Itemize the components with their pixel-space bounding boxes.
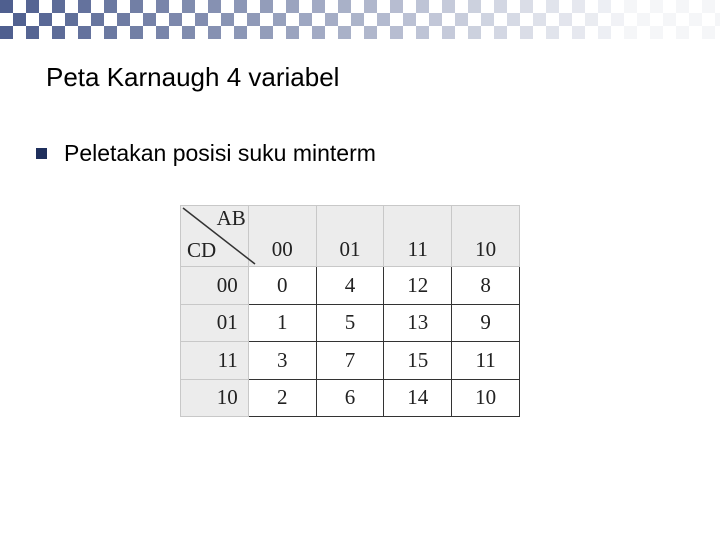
decorative-square <box>416 26 429 39</box>
decorative-square <box>325 13 338 26</box>
square-bullet-icon <box>36 148 47 159</box>
decorative-square <box>338 0 351 13</box>
kmap-row-header: 11 <box>181 342 249 380</box>
decorative-square <box>442 26 455 39</box>
decorative-square <box>364 0 377 13</box>
decorative-square <box>78 26 91 39</box>
karnaugh-map-table <box>180 205 520 417</box>
decorative-square <box>182 26 195 39</box>
decorative-square <box>312 0 325 13</box>
bullet-item <box>36 140 376 167</box>
kmap-cell: 10 <box>452 379 520 417</box>
kmap-cell: 6 <box>316 379 384 417</box>
decorative-square <box>260 26 273 39</box>
kmap-row-header: 01 <box>181 304 249 342</box>
decorative-square <box>52 26 65 39</box>
decorative-square <box>273 13 286 26</box>
decorative-square <box>416 0 429 13</box>
decorative-square <box>689 13 702 26</box>
header-decoration <box>0 0 720 40</box>
kmap-row <box>181 342 520 380</box>
decorative-square <box>403 13 416 26</box>
kmap-cell: 0 <box>248 267 316 305</box>
kmap-cell: 11 <box>452 342 520 380</box>
kmap-cell: 7 <box>316 342 384 380</box>
kmap-cell: 2 <box>248 379 316 417</box>
decorative-square <box>156 0 169 13</box>
decorative-square <box>13 13 26 26</box>
kmap-cell: 12 <box>384 267 452 305</box>
decorative-square <box>598 26 611 39</box>
decorative-square <box>702 26 715 39</box>
decorative-square <box>546 0 559 13</box>
decorative-square <box>390 0 403 13</box>
decorative-square <box>676 0 689 13</box>
decorative-square <box>481 13 494 26</box>
kmap-cell: 13 <box>384 304 452 342</box>
kmap-cell: 14 <box>384 379 452 417</box>
decorative-square <box>221 13 234 26</box>
kmap-row-header: 10 <box>181 379 249 417</box>
decorative-square <box>611 13 624 26</box>
decorative-square <box>702 0 715 13</box>
decorative-square <box>663 13 676 26</box>
decorative-square <box>442 0 455 13</box>
decorative-square <box>182 0 195 13</box>
bullet-text: Peletakan posisi suku minterm <box>64 140 376 166</box>
decorative-square <box>117 13 130 26</box>
decorative-square <box>130 26 143 39</box>
kmap-cell: 3 <box>248 342 316 380</box>
decorative-square <box>104 26 117 39</box>
decorative-square <box>507 13 520 26</box>
decorative-square <box>468 26 481 39</box>
decorative-square <box>26 0 39 13</box>
decorative-square <box>624 0 637 13</box>
kmap-cell: 15 <box>384 342 452 380</box>
decorative-square <box>520 26 533 39</box>
kmap-row <box>181 379 520 417</box>
decorative-square <box>156 26 169 39</box>
kmap-cell: 1 <box>248 304 316 342</box>
decorative-square <box>312 26 325 39</box>
decorative-square <box>572 0 585 13</box>
decorative-square <box>260 0 273 13</box>
decorative-square <box>234 0 247 13</box>
kmap-header-row <box>181 206 520 267</box>
decorative-square <box>286 0 299 13</box>
kmap-cell: 4 <box>316 267 384 305</box>
decorative-square <box>572 26 585 39</box>
kmap-row-variable: CD <box>187 238 217 262</box>
decorative-square <box>299 13 312 26</box>
kmap-row-header: 00 <box>181 267 249 305</box>
decorative-square <box>0 26 13 39</box>
decorative-square <box>364 26 377 39</box>
decorative-square <box>559 13 572 26</box>
decorative-square <box>104 0 117 13</box>
kmap-column-header: 01 <box>316 206 384 267</box>
decorative-square <box>455 13 468 26</box>
decorative-square <box>494 0 507 13</box>
kmap-cell: 8 <box>452 267 520 305</box>
decorative-square <box>130 0 143 13</box>
decorative-square <box>169 13 182 26</box>
karnaugh-map <box>180 205 520 417</box>
kmap-row <box>181 267 520 305</box>
decorative-square <box>676 26 689 39</box>
decorative-square <box>637 13 650 26</box>
decorative-square <box>208 0 221 13</box>
decorative-square <box>494 26 507 39</box>
decorative-square <box>0 0 13 13</box>
decorative-square <box>351 13 364 26</box>
decorative-square <box>78 0 91 13</box>
decorative-square <box>624 26 637 39</box>
kmap-column-header: 11 <box>384 206 452 267</box>
decorative-square <box>546 26 559 39</box>
kmap-column-header: 10 <box>452 206 520 267</box>
decorative-square <box>520 0 533 13</box>
decorative-square <box>91 13 104 26</box>
decorative-square <box>39 13 52 26</box>
slide-title: Peta Karnaugh 4 variabel <box>46 62 340 92</box>
decorative-square <box>286 26 299 39</box>
decorative-square <box>468 0 481 13</box>
decorative-square <box>143 13 156 26</box>
decorative-square <box>52 0 65 13</box>
kmap-row <box>181 304 520 342</box>
decorative-square <box>429 13 442 26</box>
decorative-square <box>338 26 351 39</box>
decorative-square <box>234 26 247 39</box>
decorative-square <box>650 26 663 39</box>
decorative-square <box>247 13 260 26</box>
decorative-square <box>26 26 39 39</box>
kmap-corner-cell <box>181 206 249 267</box>
kmap-cell: 5 <box>316 304 384 342</box>
decorative-square <box>585 13 598 26</box>
decorative-square <box>65 13 78 26</box>
decorative-square <box>377 13 390 26</box>
decorative-square <box>533 13 546 26</box>
decorative-square <box>598 0 611 13</box>
kmap-column-header: 00 <box>248 206 316 267</box>
decorative-square <box>195 13 208 26</box>
decorative-square <box>390 26 403 39</box>
decorative-square <box>715 13 720 26</box>
kmap-column-variable: AB <box>216 206 246 230</box>
kmap-cell: 9 <box>452 304 520 342</box>
decorative-square <box>208 26 221 39</box>
decorative-square <box>650 0 663 13</box>
